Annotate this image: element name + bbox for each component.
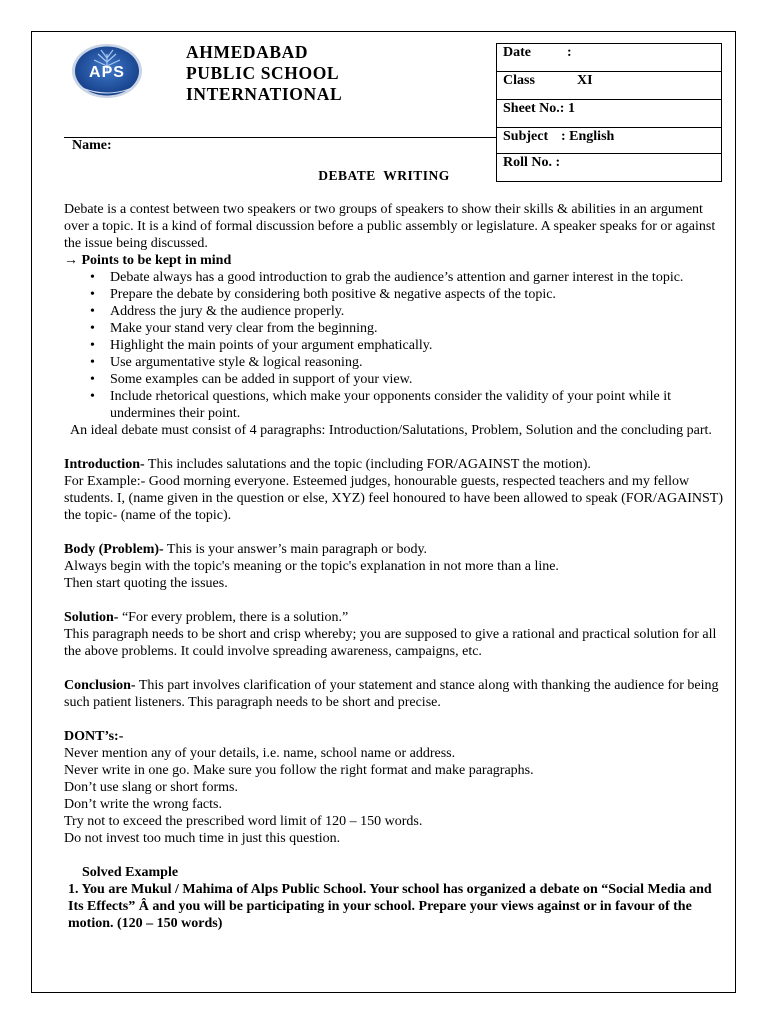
list-item: Don’t write the wrong facts. xyxy=(64,797,222,812)
list-item: • Debate always has a good introduction to grab the audience’s attention and garner interest in the topic. xyxy=(110,269,724,286)
subject-cell xyxy=(497,128,722,154)
list-item: • Prepare the debate by considering both positive & negative aspects of the topic. xyxy=(110,286,724,303)
points-heading: → Points to be kept in mind xyxy=(64,253,232,268)
roll-label: Roll No. xyxy=(503,155,552,170)
page-title: DEBATE WRITING xyxy=(318,168,450,183)
name-divider xyxy=(64,137,496,138)
list-item: • Some examples can be added in support of your view. xyxy=(110,371,724,388)
solution-text: “For every problem, there is a solution.” xyxy=(118,610,349,625)
subject-value: : English xyxy=(561,129,615,144)
body-label: Body (Problem)- xyxy=(64,542,164,557)
list-item: • Include rhetorical questions, which make your opponents consider the validity of your point while it undermines their point. xyxy=(110,388,724,422)
logo-text: APS xyxy=(89,64,125,81)
list-item: Do not invest too much time in just this question. xyxy=(64,831,341,846)
ideal-paragraph: An ideal debate must consist of 4 paragraphs: Introduction/Salutations, Problem, Solution and the concluding part. xyxy=(70,423,712,438)
conclusion-label: Conclusion- xyxy=(64,678,136,693)
body-line3: Then start quoting the issues. xyxy=(64,576,228,591)
class-cell xyxy=(497,72,722,100)
school-logo xyxy=(70,42,144,100)
introduction-section xyxy=(64,456,724,473)
solved-question: 1. You are Mukul / Mahima of Alps Public School. Your school has organized a debate on “Social Media and Its Effects” Â and you will be participating in your school. Prepare your views against or in favour of the motion. (120 – 150 words) xyxy=(68,882,712,931)
solution-section xyxy=(64,609,724,626)
date-value: : xyxy=(567,45,572,60)
body-text: This is your answer’s main paragraph or body. xyxy=(163,542,428,557)
roll-value: : xyxy=(555,155,561,170)
school-name xyxy=(186,42,342,105)
introduction-text: This includes salutations and the topic (including FOR/AGAINST the motion). xyxy=(144,457,591,472)
introduction-example: For Example:- Good morning everyone. Esteemed judges, honourable guests, respected teachers and my fellow students. I, (name given in the question or else, XYZ) feel honoured to have been allowed to speak (FOR/AGAINST) the topic- (name of the topic). xyxy=(64,474,724,523)
points-list xyxy=(64,269,724,422)
sheet-cell xyxy=(497,100,722,128)
sheet-label: Sheet No.: xyxy=(503,101,565,116)
list-item: Never mention any of your details, i.e. name, school name or address. xyxy=(64,746,456,761)
name-label: Name: xyxy=(72,138,112,153)
conclusion-text: This part involves clarification of your statement and stance along with thanking the audience for being such patient listeners. This paragraph needs to be short and precise. xyxy=(64,678,719,710)
list-item: • Highlight the main points of your argument emphatically. xyxy=(110,337,724,354)
solution-line2: This paragraph needs to be short and crisp whereby; you are supposed to give a rational and practical solution for all the above problems. It could involve spreading awareness, campaigns, etc. xyxy=(64,627,717,659)
body-section xyxy=(64,541,724,558)
solved-example-heading: Solved Example xyxy=(82,865,179,880)
sheet-value: 1 xyxy=(567,101,575,116)
intro-paragraph: Debate is a contest between two speakers or two groups of speakers to show their skills & abilities in an argument over a topic. It is a kind of formal discussion before a public assembly or legislature. A speaker speaks for or against the issue being discussed. xyxy=(64,202,716,251)
list-item: Never write in one go. Make sure you follow the right format and make paragraphs. xyxy=(64,763,534,778)
body-line2: Always begin with the topic's meaning or the topic's explanation in not more than a line. xyxy=(64,559,559,574)
info-table xyxy=(496,43,722,182)
list-item: • Address the jury & the audience properly. xyxy=(110,303,724,320)
list-item: • Make your stand very clear from the beginning. xyxy=(110,320,724,337)
date-cell xyxy=(497,44,722,72)
document-body xyxy=(64,201,724,932)
school-name-line3: INTERNATIONAL xyxy=(186,84,343,104)
conclusion-section xyxy=(64,677,724,711)
school-name-line2: PUBLIC SCHOOL xyxy=(186,63,340,83)
date-label: Date xyxy=(503,45,531,60)
solution-label: Solution- xyxy=(64,610,119,625)
school-name-line1: AHMEDABAD xyxy=(186,42,309,62)
introduction-label: Introduction- xyxy=(64,457,145,472)
donts-heading: DONT’s:- xyxy=(64,729,124,744)
list-item: Don’t use slang or short forms. xyxy=(64,780,238,795)
list-item: Try not to exceed the prescribed word limit of 120 – 150 words. xyxy=(64,814,423,829)
subject-label: Subject xyxy=(503,129,549,144)
list-item: • Use argumentative style & logical reasoning. xyxy=(110,354,724,371)
class-value: XI xyxy=(577,73,593,88)
class-label: Class xyxy=(503,73,535,88)
